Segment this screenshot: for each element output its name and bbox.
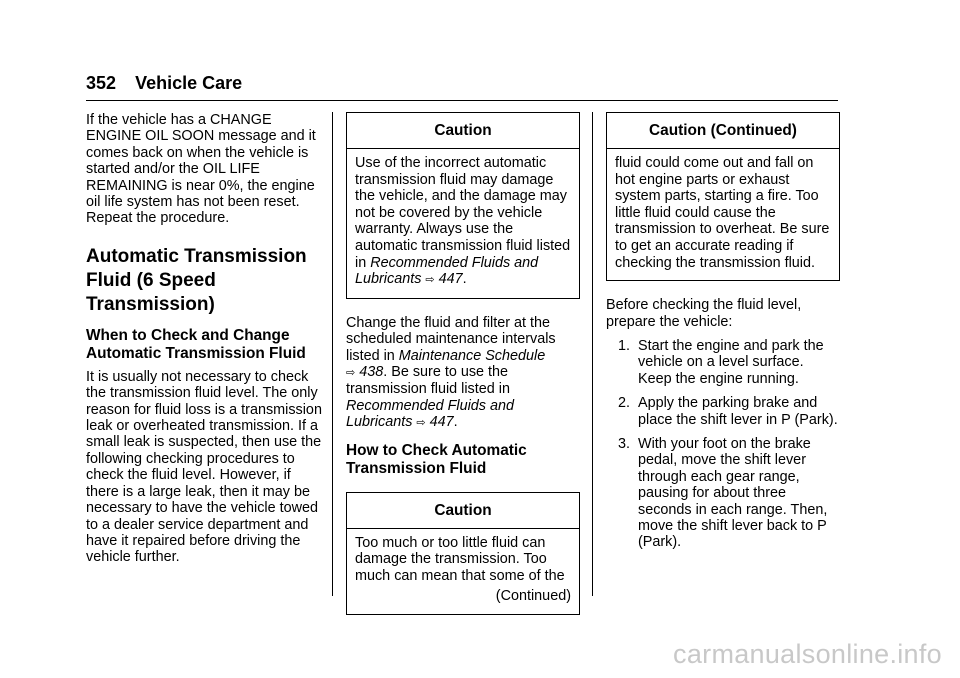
page-header [86, 70, 838, 101]
intro-paragraph: If the vehicle has a CHANGE ENGINE OIL SOON message and it comes back on when the vehicle is started and/or the OIL LIFE REMAINING is near 0%, the engine oil life system has not been reset. Repeat the procedure. [86, 112, 316, 227]
maintenance-paragraph [346, 315, 580, 432]
para-text: Change the fluid and filter at the scheduled maintenance intervals listed in [346, 314, 556, 364]
page-reference[interactable]: 438 [359, 363, 384, 380]
cross-reference-link[interactable]: Maintenance Schedule [398, 347, 546, 364]
page-reference[interactable]: 447 [438, 271, 463, 288]
caution-body [347, 149, 579, 298]
watermark: carmanualsonline.info [673, 639, 942, 669]
para-text: . Be sure to use the transmission fluid listed in [346, 363, 510, 398]
caution-text: fluid could come out and fall on hot engine parts or exhaust system parts, starting a fire. Too little fluid could cause the transmission to overheat. Be sure to get an accurate reading if checking the transmission fluid. [615, 155, 830, 271]
steps-list [606, 338, 840, 551]
caution-text: Too much or too little fluid can damage the transmission. Too much can mean that some of the [355, 534, 565, 584]
body-paragraph: It is usually not necessary to check the transmission fluid level. The only reason for fluid loss is a transmission leak or overheated transmission. If a small leak is suspected, then use the following checking procedures to check the fluid level. However, if there is a large leak, then it may be necessary to have the vehicle towed to a dealer service department and have it repaired before driving the vehicle further. [86, 368, 322, 566]
caution-text-end: . [462, 271, 467, 288]
caution-title: Caution [347, 493, 579, 529]
caution-box-continued [606, 112, 840, 281]
caution-title: Caution (Continued) [607, 113, 839, 149]
column-divider [332, 112, 333, 596]
column-right [606, 112, 840, 559]
caution-box [346, 492, 580, 615]
para-text-end: . [453, 414, 458, 431]
page-reference[interactable]: 447 [429, 414, 454, 431]
caution-body [347, 529, 579, 614]
column-divider [592, 112, 593, 596]
column-middle [346, 112, 580, 615]
caution-title: Caution [347, 113, 579, 149]
cross-reference-link[interactable]: Recommended Fluids and Lubricants [346, 397, 514, 431]
page-arrow-icon: ⇨ [425, 274, 435, 287]
page-arrow-icon: ⇨ [416, 417, 426, 430]
caution-box [346, 112, 580, 299]
list-item: 1. Start the engine and park the vehicle on a level surface. Keep the engine running. [618, 337, 824, 387]
list-item: 2. Apply the parking brake and place the shift lever in P (Park). [618, 395, 838, 428]
page-arrow-icon: ⇨ [346, 366, 356, 379]
page-number: 352 [86, 73, 117, 93]
subheading-how-to-check: How to Check Automatic Transmission Fluid [346, 441, 527, 477]
list-item: 3. With your foot on the brake pedal, move the shift lever through each gear range, pausing for about three seconds in each range. Then, move the shift lever back to P (Park). [618, 436, 828, 551]
continued-label: (Continued) [495, 588, 571, 605]
caution-text: Use of the incorrect automatic transmission fluid may damage the vehicle, and the damage may not be covered by the vehicle warranty. Always use the automatic transmission fluid listed in [355, 155, 571, 271]
prepare-intro: Before checking the fluid level, prepare the vehicle: [606, 297, 802, 330]
section-heading: Automatic Transmission Fluid (6 Speed Transmission) [86, 245, 307, 315]
cross-reference-link[interactable]: Recommended Fluids and Lubricants [355, 254, 539, 288]
subheading-when-to-check: When to Check and Change Automatic Transmission Fluid [86, 326, 306, 362]
column-left [86, 112, 322, 566]
section-title: Vehicle Care [135, 73, 243, 93]
